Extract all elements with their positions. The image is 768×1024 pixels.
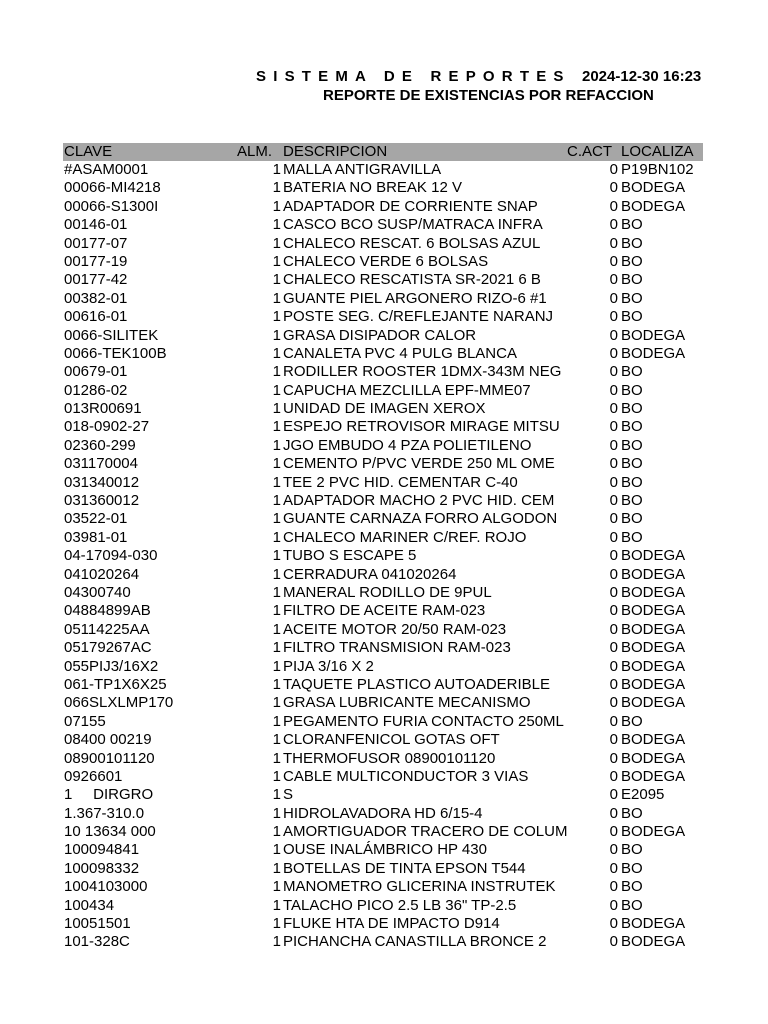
cell-alm: 1	[272, 620, 281, 638]
cell-localiza: BO	[621, 216, 643, 234]
table-row	[63, 492, 703, 510]
cell-localiza: BODEGA	[621, 547, 686, 565]
cell-descripcion: BOTELLAS DE TINTA EPSON T544	[283, 859, 526, 877]
cell-descripcion: ADAPTADOR MACHO 2 PVC HID. CEM	[283, 492, 555, 510]
cell-localiza: BO	[621, 436, 643, 454]
cell-localiza: BODEGA	[621, 767, 686, 785]
cell-clave: 061-TP1X6X25	[64, 675, 167, 693]
cell-cact: 0	[609, 510, 618, 528]
cell-clave: 00066-S1300I	[64, 197, 159, 215]
cell-clave: 00382-01	[64, 289, 128, 307]
cell-clave: 0066-TEK100B	[64, 344, 167, 362]
cell-localiza: BODEGA	[621, 326, 686, 344]
table-row	[63, 290, 703, 308]
cell-localiza: BODEGA	[621, 731, 686, 749]
cell-localiza: BODEGA	[621, 179, 686, 197]
cell-descripcion: FILTRO DE ACEITE RAM-023	[283, 602, 486, 620]
table-row	[63, 658, 703, 676]
cell-clave: 05179267AC	[64, 639, 152, 657]
cell-descripcion: CERRADURA 041020264	[283, 565, 457, 583]
cell-cact: 0	[609, 308, 618, 326]
cell-localiza: BO	[621, 363, 643, 381]
cell-clave: 041020264	[64, 565, 140, 583]
cell-clave: #ASAM0001	[64, 161, 149, 178]
cell-cact: 0	[609, 547, 618, 565]
cell-localiza: BODEGA	[621, 694, 686, 712]
cell-alm: 1	[272, 510, 281, 528]
cell-localiza: BO	[621, 271, 643, 289]
table-row	[63, 474, 703, 492]
table-row	[63, 878, 703, 896]
cell-descripcion: CHALECO VERDE 6 BOLSAS	[283, 252, 489, 270]
column-header-descripcion: DESCRIPCION	[283, 143, 388, 160]
table-row	[63, 897, 703, 915]
cell-descripcion: UNIDAD DE IMAGEN XEROX	[283, 400, 486, 418]
cell-descripcion: CHALECO RESCAT. 6 BOLSAS AZUL	[283, 234, 541, 252]
cell-cact: 0	[609, 620, 618, 638]
cell-localiza: BO	[621, 492, 643, 510]
cell-descripcion: BATERIA NO BREAK 12 V	[283, 179, 462, 197]
table-header	[63, 143, 703, 161]
cell-clave: 100098332	[64, 859, 140, 877]
cell-localiza: BO	[621, 400, 643, 418]
cell-alm: 1	[272, 344, 281, 362]
table-row	[63, 529, 703, 547]
table-row	[63, 400, 703, 418]
cell-localiza: BO	[621, 455, 643, 473]
cell-cact: 0	[609, 767, 618, 785]
cell-cact: 0	[609, 400, 618, 418]
cell-clave: 018-0902-27	[64, 418, 150, 436]
cell-localiza: BO	[621, 473, 643, 491]
cell-descripcion: ACEITE MOTOR 20/50 RAM-023	[283, 620, 507, 638]
cell-alm: 1	[272, 492, 281, 510]
cell-descripcion: PEGAMENTO FURIA CONTACTO 250ML	[283, 712, 564, 730]
cell-cact: 0	[609, 528, 618, 546]
cell-descripcion: CHALECO MARINER C/REF. ROJO	[283, 528, 527, 546]
cell-localiza: BO	[621, 528, 643, 546]
table-row	[63, 345, 703, 363]
cell-descripcion: GUANTE PIEL ARGONERO RIZO-6 #1	[283, 289, 547, 307]
cell-cact: 0	[609, 473, 618, 491]
cell-cact: 0	[609, 602, 618, 620]
cell-descripcion: THERMOFUSOR 08900101120	[283, 749, 496, 767]
cell-descripcion: CHALECO RESCATISTA SR-2021 6 B	[283, 271, 541, 289]
cell-localiza: BODEGA	[621, 915, 686, 933]
table-row	[63, 621, 703, 639]
cell-clave: 03981-01	[64, 528, 128, 546]
table-row	[63, 510, 703, 528]
cell-cact: 0	[609, 436, 618, 454]
cell-descripcion: HIDROLAVADORA HD 6/15-4	[283, 804, 483, 822]
cell-clave: 100434	[64, 896, 115, 914]
cell-clave: 031360012	[64, 492, 140, 510]
table-row	[63, 216, 703, 234]
table-row	[63, 327, 703, 345]
table-row	[63, 768, 703, 786]
cell-clave: 00177-19	[64, 252, 128, 270]
table-row	[63, 547, 703, 565]
cell-alm: 1	[272, 915, 281, 933]
table-row	[63, 179, 703, 197]
cell-cact: 0	[609, 179, 618, 197]
cell-localiza: BODEGA	[621, 602, 686, 620]
cell-alm: 1	[272, 767, 281, 785]
cell-clave: 066SLXLMP170	[64, 694, 174, 712]
cell-clave: 02360-299	[64, 436, 136, 454]
cell-alm: 1	[272, 363, 281, 381]
cell-clave: 01286-02	[64, 381, 128, 399]
cell-localiza: BO	[621, 510, 643, 528]
cell-descripcion: TALACHO PICO 2.5 LB 36" TP-2.5	[283, 896, 517, 914]
cell-cact: 0	[609, 197, 618, 215]
table-row	[63, 933, 703, 951]
cell-descripcion: CASCO BCO SUSP/MATRACA INFRA	[283, 216, 543, 234]
cell-alm: 1	[272, 252, 281, 270]
cell-cact: 0	[609, 823, 618, 841]
cell-clave: 00177-42	[64, 271, 128, 289]
cell-descripcion: ADAPTADOR DE CORRIENTE SNAP	[283, 197, 538, 215]
column-header-localiza: LOCALIZA	[621, 143, 694, 160]
cell-localiza: BO	[621, 308, 643, 326]
cell-descripcion: JGO EMBUDO 4 PZA POLIETILENO	[283, 436, 532, 454]
cell-localiza: BODEGA	[621, 823, 686, 841]
cell-alm: 1	[272, 234, 281, 252]
cell-cact: 0	[609, 252, 618, 270]
cell-clave: 05114225AA	[64, 620, 150, 638]
cell-localiza: BO	[621, 418, 643, 436]
cell-cact: 0	[609, 565, 618, 583]
cell-cact: 0	[609, 161, 618, 178]
cell-alm: 1	[272, 271, 281, 289]
cell-descripcion: TAQUETE PLASTICO AUTOADERIBLE	[283, 675, 551, 693]
table-row	[63, 363, 703, 381]
cell-descripcion: TEE 2 PVC HID. CEMENTAR C-40	[283, 473, 518, 491]
cell-descripcion: CEMENTO P/PVC VERDE 250 ML OME	[283, 455, 555, 473]
cell-alm: 1	[272, 400, 281, 418]
cell-clave: 00616-01	[64, 308, 128, 326]
cell-alm: 1	[272, 933, 281, 951]
cell-cact: 0	[609, 712, 618, 730]
cell-clave: 00146-01	[64, 216, 128, 234]
cell-alm: 1	[272, 786, 281, 804]
cell-cact: 0	[609, 804, 618, 822]
cell-localiza: BO	[621, 381, 643, 399]
cell-alm: 1	[272, 749, 281, 767]
cell-cact: 0	[609, 639, 618, 657]
cell-clave: 08900101120	[64, 749, 155, 767]
cell-cact: 0	[609, 841, 618, 859]
cell-clave: 00177-07	[64, 234, 128, 252]
cell-cact: 0	[609, 289, 618, 307]
cell-cact: 0	[609, 418, 618, 436]
table-row	[63, 713, 703, 731]
cell-clave: 00066-MI4218	[64, 179, 161, 197]
cell-localiza: P19BN102	[621, 161, 694, 178]
cell-clave: 04-17094-030	[64, 547, 158, 565]
cell-cact: 0	[609, 896, 618, 914]
cell-clave: 00679-01	[64, 363, 128, 381]
cell-localiza: BODEGA	[621, 565, 686, 583]
cell-clave: 1.367-310.0	[64, 804, 145, 822]
cell-localiza: BODEGA	[621, 639, 686, 657]
cell-descripcion: MANERAL RODILLO DE 9PUL	[283, 583, 492, 601]
cell-alm: 1	[272, 804, 281, 822]
cell-alm: 1	[272, 289, 281, 307]
table-row	[63, 198, 703, 216]
cell-alm: 1	[272, 418, 281, 436]
cell-alm: 1	[272, 179, 281, 197]
cell-localiza: BODEGA	[621, 749, 686, 767]
cell-localiza: BODEGA	[621, 197, 686, 215]
cell-alm: 1	[272, 455, 281, 473]
cell-alm: 1	[272, 878, 281, 896]
cell-cact: 0	[609, 878, 618, 896]
report-datetime: 2024-12-30 16:23	[582, 68, 702, 85]
cell-localiza: BO	[621, 234, 643, 252]
table-row	[63, 437, 703, 455]
cell-alm: 1	[272, 639, 281, 657]
table-row	[63, 308, 703, 326]
cell-alm: 1	[272, 381, 281, 399]
table-row	[63, 602, 703, 620]
cell-cact: 0	[609, 786, 618, 804]
table-row	[63, 694, 703, 712]
cell-cact: 0	[609, 363, 618, 381]
cell-cact: 0	[609, 915, 618, 933]
cell-localiza: BODEGA	[621, 344, 686, 362]
cell-descripcion: CANALETA PVC 4 PULG BLANCA	[283, 344, 517, 362]
cell-clave: 101-328C	[64, 933, 130, 951]
table-row	[63, 455, 703, 473]
table-row	[63, 271, 703, 289]
cell-cact: 0	[609, 381, 618, 399]
cell-localiza: BO	[621, 896, 643, 914]
cell-clave: 1004103000	[64, 878, 148, 896]
cell-alm: 1	[272, 675, 281, 693]
cell-cact: 0	[609, 455, 618, 473]
cell-clave: 013R00691	[64, 400, 142, 418]
table-row	[63, 676, 703, 694]
cell-alm: 1	[272, 565, 281, 583]
cell-cact: 0	[609, 271, 618, 289]
cell-alm: 1	[272, 528, 281, 546]
cell-cact: 0	[609, 675, 618, 693]
cell-descripcion: ESPEJO RETROVISOR MIRAGE MITSU	[283, 418, 560, 436]
cell-localiza: BODEGA	[621, 583, 686, 601]
cell-localiza: BO	[621, 289, 643, 307]
cell-cact: 0	[609, 859, 618, 877]
cell-alm: 1	[272, 547, 281, 565]
table-row	[63, 841, 703, 859]
cell-cact: 0	[609, 731, 618, 749]
cell-alm: 1	[272, 583, 281, 601]
table-row	[63, 235, 703, 253]
cell-descripcion: GUANTE CARNAZA FORRO ALGODON	[283, 510, 558, 528]
column-header-cact: C.ACT	[567, 143, 612, 160]
table-row	[63, 731, 703, 749]
cell-cact: 0	[609, 933, 618, 951]
cell-cact: 0	[609, 749, 618, 767]
cell-clave: 10 13634 000	[64, 823, 156, 841]
cell-clave: 04300740	[64, 583, 131, 601]
cell-descripcion: POSTE SEG. C/REFLEJANTE NARANJ	[283, 308, 554, 326]
cell-descripcion: PIJA 3/16 X 2	[283, 657, 374, 675]
column-header-alm: ALM.	[237, 143, 273, 160]
cell-localiza: E2095	[621, 786, 665, 804]
cell-localiza: BO	[621, 712, 643, 730]
cell-cact: 0	[609, 583, 618, 601]
cell-cact: 0	[609, 216, 618, 234]
cell-clave: 0066-SILITEK	[64, 326, 159, 344]
table-row	[63, 253, 703, 271]
table-row	[63, 418, 703, 436]
cell-alm: 1	[272, 473, 281, 491]
cell-clave: 100094841	[64, 841, 140, 859]
cell-descripcion: MALLA ANTIGRAVILLA	[283, 161, 442, 178]
table-row	[63, 161, 703, 179]
cell-alm: 1	[272, 197, 281, 215]
cell-descripcion: AMORTIGUADOR TRACERO DE COLUM	[283, 823, 568, 841]
table-row	[63, 639, 703, 657]
table-row	[63, 915, 703, 933]
cell-clave: 031340012	[64, 473, 140, 491]
cell-localiza: BODEGA	[621, 620, 686, 638]
cell-clave: 07155	[64, 712, 106, 730]
table-row	[63, 382, 703, 400]
cell-cact: 0	[609, 657, 618, 675]
table-row	[63, 584, 703, 602]
cell-alm: 1	[272, 161, 281, 178]
cell-cact: 0	[609, 492, 618, 510]
cell-descripcion: FLUKE HTA DE IMPACTO D914	[283, 915, 500, 933]
cell-alm: 1	[272, 436, 281, 454]
cell-alm: 1	[272, 859, 281, 877]
cell-alm: 1	[272, 308, 281, 326]
cell-descripcion: CAPUCHA MEZCLILLA EPF-MME07	[283, 381, 531, 399]
cell-cact: 0	[609, 326, 618, 344]
cell-localiza: BO	[621, 878, 643, 896]
cell-alm: 1	[272, 896, 281, 914]
cell-descripcion: OUSE INALÁMBRICO HP 430	[283, 841, 487, 859]
cell-alm: 1	[272, 823, 281, 841]
cell-descripcion: CABLE MULTICONDUCTOR 3 VIAS	[283, 767, 529, 785]
cell-localiza: BODEGA	[621, 675, 686, 693]
table-body	[63, 161, 703, 952]
cell-clave: 1 DIRGRO	[64, 786, 154, 804]
table-row	[63, 805, 703, 823]
cell-alm: 1	[272, 326, 281, 344]
cell-descripcion: RODILLER ROOSTER 1DMX-343M NEG	[283, 363, 562, 381]
cell-clave: 055PIJ3/16X2	[64, 657, 159, 675]
table-row	[63, 786, 703, 804]
cell-descripcion: S	[283, 786, 294, 804]
report-subtitle: REPORTE DE EXISTENCIAS POR REFACCION	[323, 87, 654, 104]
table-row	[63, 750, 703, 768]
cell-alm: 1	[272, 602, 281, 620]
cell-alm: 1	[272, 216, 281, 234]
cell-descripcion: GRASA LUBRICANTE MECANISMO	[283, 694, 531, 712]
cell-clave: 08400 00219	[64, 731, 152, 749]
cell-alm: 1	[272, 841, 281, 859]
cell-localiza: BODEGA	[621, 933, 686, 951]
table-row	[63, 860, 703, 878]
cell-descripcion: PICHANCHA CANASTILLA BRONCE 2	[283, 933, 547, 951]
cell-clave: 04884899AB	[64, 602, 151, 620]
cell-clave: 10051501	[64, 915, 131, 933]
cell-alm: 1	[272, 712, 281, 730]
cell-alm: 1	[272, 694, 281, 712]
cell-localiza: BO	[621, 252, 643, 270]
cell-alm: 1	[272, 731, 281, 749]
table-row	[63, 566, 703, 584]
cell-cact: 0	[609, 694, 618, 712]
cell-alm: 1	[272, 657, 281, 675]
cell-localiza: BO	[621, 859, 643, 877]
cell-clave: 031170004	[64, 455, 138, 473]
cell-cact: 0	[609, 234, 618, 252]
cell-descripcion: CLORANFENICOL GOTAS OFT	[283, 731, 500, 749]
cell-cact: 0	[609, 344, 618, 362]
cell-localiza: BO	[621, 841, 643, 859]
cell-descripcion: FILTRO TRANSMISION RAM-023	[283, 639, 511, 657]
table-row	[63, 823, 703, 841]
cell-descripcion: TUBO S ESCAPE 5	[283, 547, 417, 565]
cell-localiza: BODEGA	[621, 657, 686, 675]
cell-clave: 0926601	[64, 767, 123, 785]
cell-localiza: BO	[621, 804, 643, 822]
cell-descripcion: GRASA DISIPADOR CALOR	[283, 326, 477, 344]
cell-clave: 03522-01	[64, 510, 128, 528]
cell-descripcion: MANOMETRO GLICERINA INSTRUTEK	[283, 878, 556, 896]
column-header-clave: CLAVE	[64, 143, 113, 160]
report-system-title: SISTEMA DE REPORTES	[256, 68, 571, 85]
